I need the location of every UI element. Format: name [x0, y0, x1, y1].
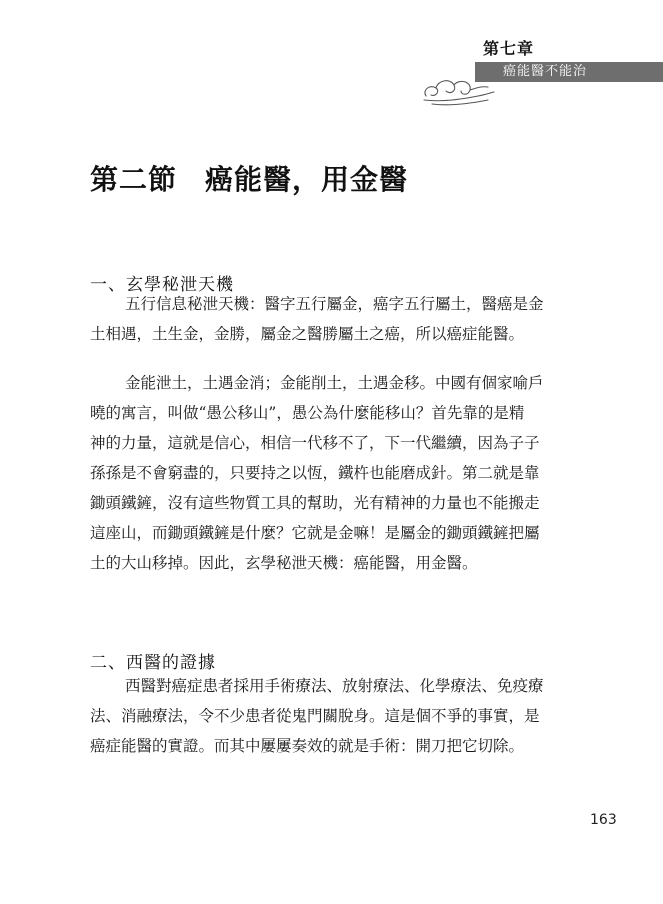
heading-1: 一、玄學秘泄天機: [90, 275, 234, 295]
text-line: 孫孫是不會窮盡的，只要持之以恆，鐵杵也能磨成針。第二就是靠: [90, 464, 540, 482]
chapter-label: 第七章: [483, 39, 535, 58]
paragraph-1-1: [90, 289, 576, 349]
section-title: [90, 158, 408, 198]
text-line: 土的大山移掉。因此，玄學秘泄天機：癌能醫，用金醫。: [90, 554, 478, 572]
cloud-ornament-icon: [418, 70, 496, 108]
chapter-subtitle: 癌能醫不能治: [503, 64, 588, 79]
text-line: 法、消融療法，令不少患者從鬼門關脫身。這是個不爭的事實，是: [90, 707, 540, 725]
paragraph-2-1: [90, 671, 576, 761]
text-line: 鋤頭鐵鏟，沒有這些物質工具的幫助，光有精神的力量也不能搬走: [90, 494, 540, 512]
text-line: 五行信息秘泄天機：醫字五行屬金，癌字五行屬土，醫癌是金: [125, 295, 544, 313]
text-line: 這座山，而鋤頭鐵鏟是什麼？它就是金嘛！是屬金的鋤頭鐵鏟把屬: [90, 524, 540, 542]
text-line: 神的力量，這就是信心，相信一代移不了，下一代繼續，因為子子: [90, 434, 540, 452]
text-line: 癌症能醫的實證。而其中屢屢奏效的就是手術：開刀把它切除。: [90, 737, 525, 755]
heading-2: 二、西醫的證據: [90, 653, 216, 673]
section-name: 癌能醫，用金醫: [205, 163, 409, 196]
chapter-subtitle-bar: [475, 62, 663, 82]
text-line: 西醫對癌症患者採用手術療法、放射療法、化學療法、免疫療: [125, 677, 544, 695]
text-line: 土相遇，土生金，金勝，屬金之醫勝屬土之癌，所以癌症能醫。: [90, 325, 525, 343]
section-number: 第二節: [90, 163, 178, 196]
paragraph-1-2: [90, 368, 576, 578]
text-line: 曉的寓言，叫做“愚公移山”，愚公為什麼能移山？首先靠的是精: [90, 404, 525, 422]
text-line: 金能泄土，土遇金消；金能削土，土遇金移。中國有個家喻戶: [125, 374, 544, 392]
page-number: 163: [590, 812, 617, 828]
